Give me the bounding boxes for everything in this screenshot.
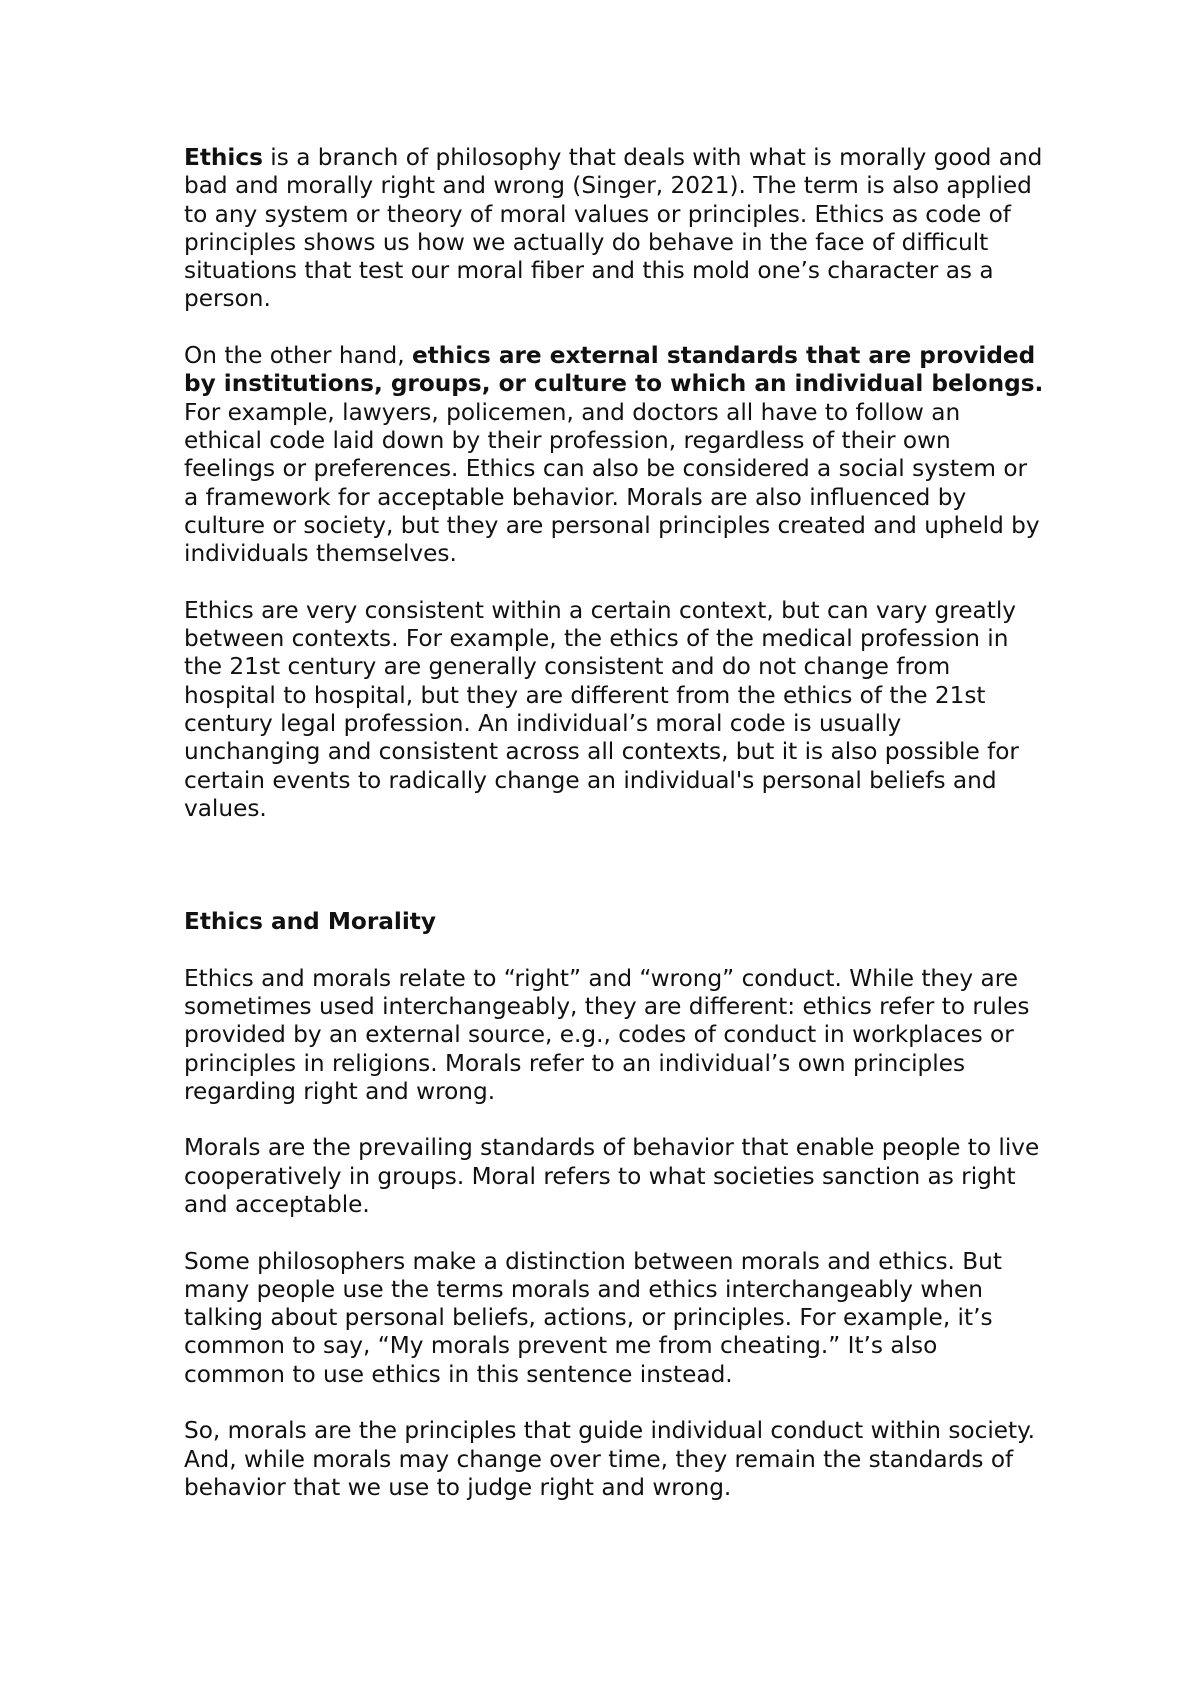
intro-paragraph-3: Ethics are very consistent within a certain context, but can vary greatly between contexts. For example, the ethics of the medical profession in the 21st century are generally consistent and do not change from hospital to hospital, but they are different from the ethics of the 21st century legal profession. An individual’s moral code is usually unchanging and consistent across all contexts, but it is also possible for certain events to radically change an individual's personal beliefs and values. [184, 596, 1019, 822]
intro-paragraph-1 [184, 144, 1044, 314]
intro-paragraph-2-lead: On the other hand, [184, 342, 412, 370]
ethics-term: Ethics [184, 144, 263, 171]
intro-paragraph-2-text: For example, lawyers, policemen, and doctors all have to follow an ethical code laid down by their profession, regardless of their own feelings or preferences. Ethics can also be considered a social system or a framework for acceptable behavior. Morals are also influenced by culture or society, but they are personal principles created and upheld by individuals themselves. [184, 398, 1040, 568]
intro-paragraph-2 [184, 342, 1044, 568]
section-paragraph-1: Ethics and morals relate to “right” and “wrong” conduct. While they are sometimes used interchangeably, they are different: ethics refer to rules provided by an external source, e.g., codes of conduct in workplaces or principles in religions. Morals refer to an individual’s own principles regarding right and wrong. [184, 964, 1030, 1105]
document-body [184, 144, 1044, 1531]
section-paragraph-3: Some philosophers make a distinction between morals and ethics. But many people use the terms morals and ethics interchangeably when talking about personal beliefs, actions, or principles. For example, it’s common to say, “My morals prevent me from cheating.” It’s also common to use ethics in this sentence instead. [184, 1247, 1002, 1388]
section-paragraph-4: So, morals are the principles that guide individual conduct within society. And, while morals may change over time, they remain the standards of behavior that we use to judge right and wrong. [184, 1417, 1035, 1501]
intro-paragraph-1-text: is a branch of philosophy that deals with what is morally good and bad and morally right and wrong (Singer, 2021). The term is also applied to any system or theory of moral values or principles. Ethics as code of principles shows us how we actually do behave in the face of difficult situations that test our moral fiber and this mold one’s character as a person. [184, 144, 1043, 313]
section-spacer [184, 851, 1044, 908]
intro-paragraph-2-emphasis: ethics are external standards that are provided by institutions, groups, or culture to which an individual belongs. [184, 342, 1044, 398]
section-paragraph-2: Morals are the prevailing standards of behavior that enable people to live cooperatively in groups. Moral refers to what societies sanction as right and acceptable. [184, 1134, 1040, 1218]
section-heading: Ethics and Morality [184, 908, 437, 936]
